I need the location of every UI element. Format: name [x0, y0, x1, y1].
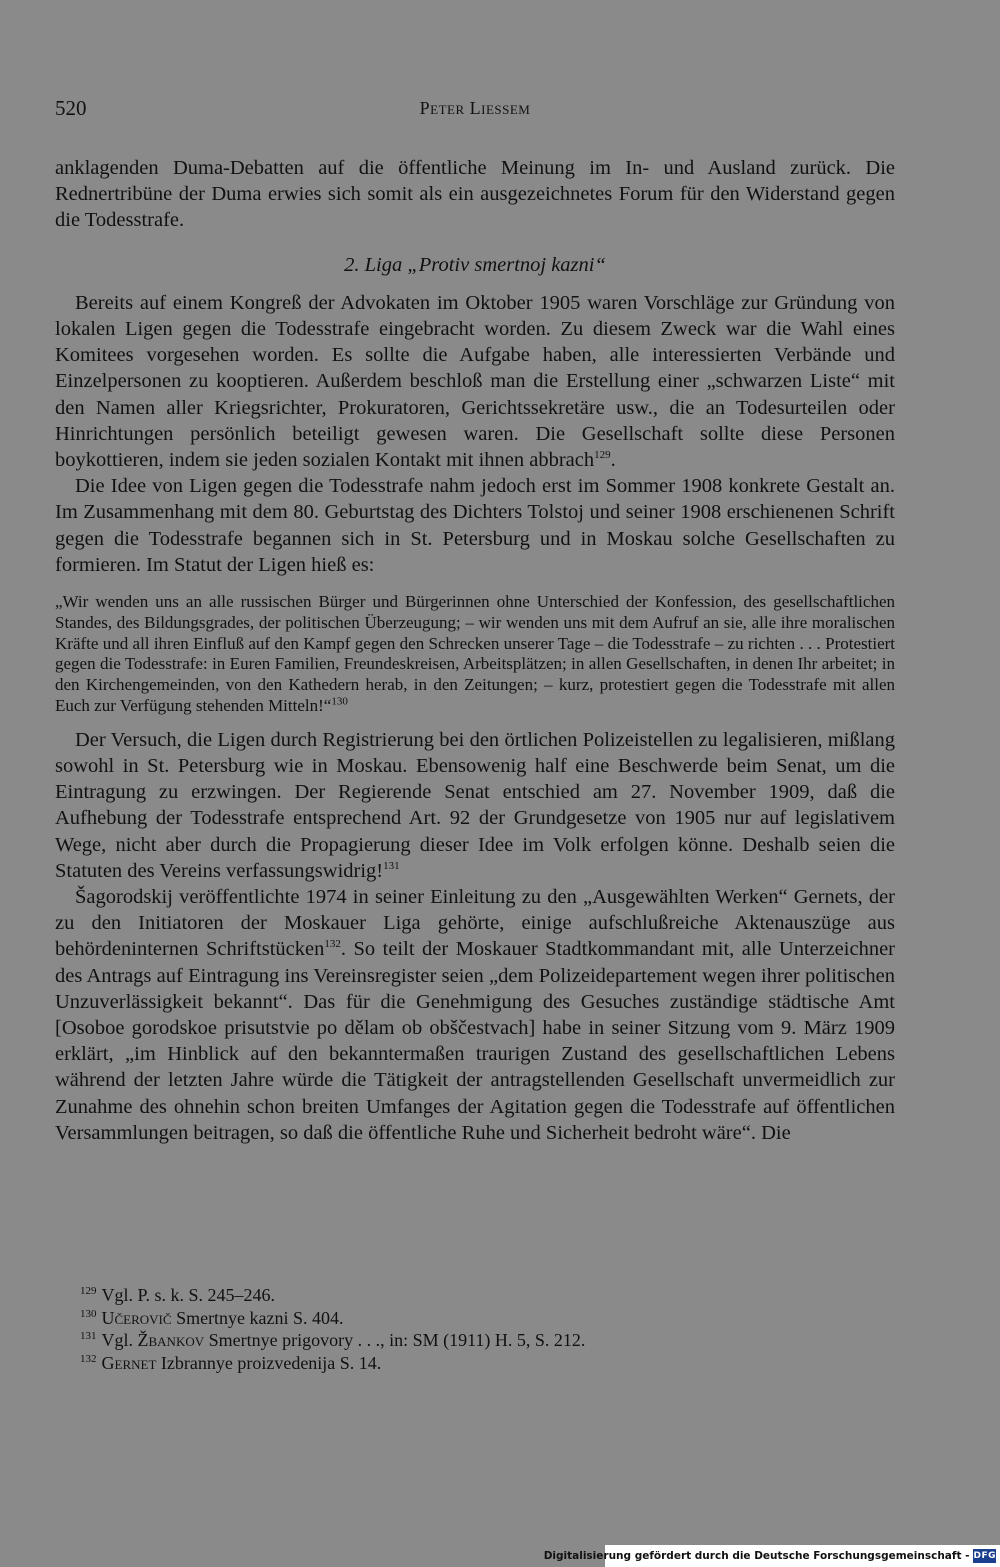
footnote-author: Učerovič [101, 1307, 172, 1328]
paragraph-1: anklagenden Duma-Debatten auf die öffentliche Meinung im In- und Ausland zurück. Die Rednertribüne der Duma erwies sich somit als ein ausgezeichnetes Forum für den Widerstand gegen die Todesstrafe. [55, 157, 895, 232]
footnote-132 [80, 1352, 880, 1375]
paragraph-5-text-b: . So teilt der Moskauer Stadtkommandant mit, alle Unterzeichner des Antrags auf Eintragung ins Vereinsregister seien „dem Polizeidepartement wegen ihrer politischen Unzuverlässigkeit bekannt“. Das für die Genehmigung des Gesuches zuständige städtische Amt [Osoboe gorodskoe prisutstvie po dělam ob obščestvach] habe in seiner Sitzung vom 9. März 1909 erklärt, „im Hinblick auf den bekanntermaßen traurigen Zustand des gesellschaftlichen Lebens während der letzten Jahre würde die Tätigkeit der antragstellenden Gesellschaft unvermeidlich zur Zunahme des ohnehin schon breiten Umfanges der Agitation gegen die Todesstrafe auf öffentlichen Versammlungen beitragen, so daß die öffentliche Ruhe und Sicherheit bedroht wäre“. Die [55, 938, 895, 1144]
footnote-ref-132[interactable]: 132 [324, 938, 341, 951]
dfg-logo-icon: DFG [973, 1551, 996, 1561]
block-quote [55, 592, 895, 717]
footnote-number: 131 [80, 1330, 97, 1342]
footnote-number: 129 [80, 1285, 97, 1297]
footnote-129 [80, 1284, 880, 1307]
paragraph-2-text: Bereits auf einem Kongreß der Advokaten im Oktober 1905 waren Vorschläge zur Gründung von lokalen Ligen gegen die Todesstrafe eingebracht worden. Zu diesem Zweck war die Wahl eines Komitees vorgesehen worden. Es sollte die Aufgabe haben, alle interessierten Verbände und Einzelpersonen zu kooptieren. Außerdem beschloß man die Erstellung einer „schwarzen Liste“ mit den Namen aller Kriegsrichter, Prokuratoren, Gerichtssekretäre usw., die an Todesurteilen oder Hinrichtungen persönlich beteiligt gewesen waren. Die Gesellschaft sollte diese Personen boykottieren, indem sie jeden sozialen Kontakt mit ihnen abbrach [55, 291, 895, 472]
footnote-number: 132 [80, 1352, 97, 1365]
section-title: 2. Liga „Protiv smertnoj kazni“ [344, 253, 606, 276]
page-number: 520 [55, 96, 87, 120]
footnote-text: Smertnye prigovory . . ., in: SM (1911) H. 5, S. 212. [204, 1330, 586, 1350]
footnotes [80, 1284, 880, 1374]
paragraph-2-end: . [610, 449, 616, 472]
footnote-130 [80, 1307, 880, 1330]
paragraph-4-text: Der Versuch, die Ligen durch Registrierung bei den örtlichen Polizeistellen zu legalisieren, mißlang sowohl in St. Petersburg wie in Moskau. Ebensowenig half eine Beschwerde beim Senat, um die Eintragung zu erzwingen. Der Regierende Senat entschied am 27. November 1909, daß die Aufhebung der Todesstrafe entsprechend Art. 92 der Grundgesetze von 1905 nur auf legislativem Wege, nicht aber durch die Propagierung dieser Idee im Volk erfolgen könne. Deshalb seien die Statuten des Vereins verfassungswidrig! [55, 728, 895, 882]
paragraph-3: Die Idee von Ligen gegen die Todesstrafe nahm jedoch erst im Sommer 1908 konkrete Gestalt an. Im Zusammenhang mit dem 80. Geburtstag des Dichters Tolstoj und seiner 1908 erschienenen Schrift gegen die Todesstrafe begannen sich in St. Petersburg und in Moskau solche Gesellschaften zu formieren. Im Statut der Ligen hieß es: [55, 475, 895, 576]
paragraph-5 [55, 884, 895, 1146]
footnote-prefix: Vgl. [101, 1330, 138, 1350]
funding-text: Digitalisierung gefördert durch die Deutsche Forschungsgemeinschaft - [543, 1550, 970, 1562]
footnote-text: Vgl. P. s. k. S. 245–246. [101, 1285, 276, 1305]
footnote-author: Gernet [101, 1352, 157, 1373]
footnote-ref-130[interactable]: 130 [331, 695, 348, 708]
body-text [55, 155, 895, 1146]
footnote-text: Izbrannye proizvedenija S. 14. [156, 1352, 382, 1373]
paragraph-2 [55, 290, 895, 473]
paragraph-5-text-a: Šagorodskij veröffentlichte 1974 in seiner Einleitung zu den „Ausgewählten Werken“ Gernets, der zu den Initiatoren der Moskauer Liga gehörte, einige aufschlußreiche Aktenauszüge aus behördeninternen Schriftstücken [55, 886, 895, 961]
dfg-funding-banner[interactable] [543, 1545, 1000, 1567]
running-head: Peter Liessem [419, 98, 531, 118]
block-quote-text: „Wir wenden uns an alle russischen Bürger und Bürgerinnen ohne Unterschied der Konfession, des gesellschaftlichen Standes, des Bildungsgrades, der politischen Überzeugung; – wir wenden uns mit dem Aufruf an sie, alle ihre moralischen Kräfte und all ihren Einfluß auf den Kampf gegen den Schrecken unserer Tage – die Todesstrafe – zu richten . . . Protestiert gegen die Todesstrafe: in Euren Familien, Freundeskreisen, Arbeitsplätzen; in allen Gesellschaften, in denen Ihr arbeitet; in den Kirchengemeinden, von den Kathedern herab, in den Zeitungen; – kurz, protestiert gegen die Todesstrafe mit allen Euch zur Verfügung stehenden Mitteln!“ [55, 592, 895, 716]
footnote-ref-129[interactable]: 129 [594, 449, 611, 462]
footnote-ref-131[interactable]: 131 [383, 860, 400, 873]
page-header [55, 96, 895, 126]
footnote-author: Žbankov [137, 1330, 205, 1350]
footnote-131 [80, 1329, 880, 1352]
footnote-number: 130 [80, 1307, 97, 1320]
footnote-text: Smertnye kazni S. 404. [171, 1307, 344, 1328]
paragraph-4 [55, 727, 895, 884]
